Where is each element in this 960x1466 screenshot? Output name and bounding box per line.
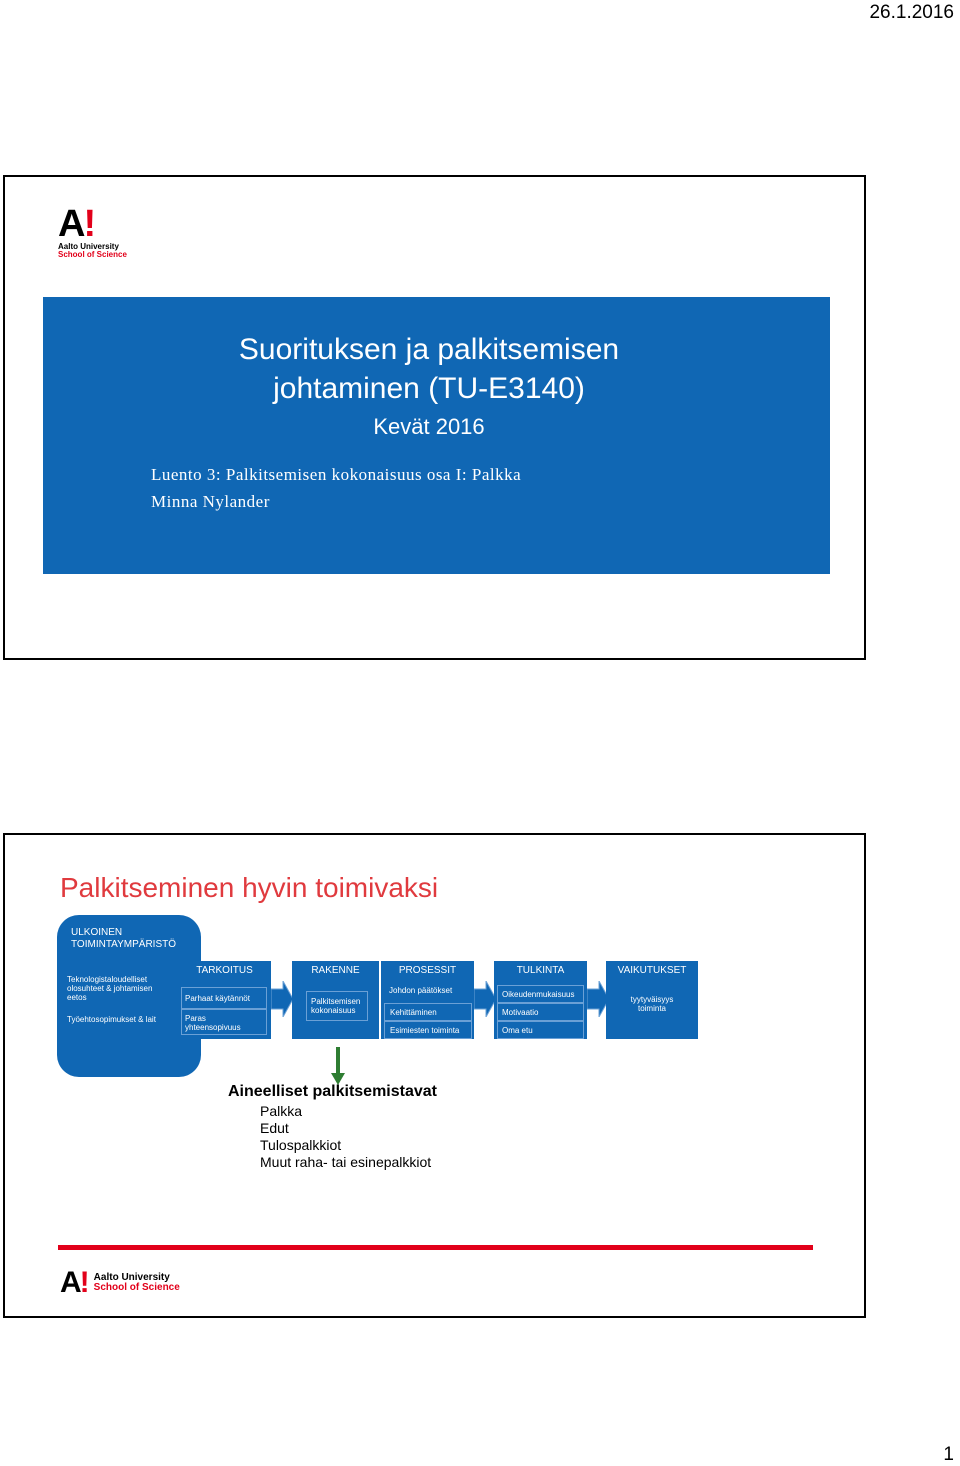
column-item: Johdon päätökset xyxy=(389,986,453,995)
column-tarkoitus xyxy=(178,961,271,1039)
column-header: RAKENNE xyxy=(311,965,360,976)
title-panel xyxy=(43,297,830,574)
down-arrow-icon xyxy=(331,1047,345,1085)
lecturer-name: Minna Nylander xyxy=(151,492,270,511)
column-item: Parhaat käytännöt xyxy=(185,994,250,1003)
print-date: 26.1.2016 xyxy=(869,2,954,23)
aalto-logo-mark: A! xyxy=(60,1266,88,1299)
environment-heading-line1: ULKOINEN xyxy=(71,927,123,938)
aalto-logo xyxy=(58,205,127,260)
page-number: 1 xyxy=(943,1444,954,1465)
environment-item-agreements: Työehtosopimukset & lait xyxy=(67,1015,156,1024)
material-reward-item: Palkka xyxy=(260,1103,303,1119)
column-header: PROSESSIT xyxy=(398,965,457,976)
material-reward-item: Edut xyxy=(260,1120,289,1136)
course-title-line2: johtaminen (TU-E3140) xyxy=(273,372,585,405)
course-title-line1: Suorituksen ja palkitsemisen xyxy=(238,333,620,366)
column-rakenne xyxy=(292,961,379,1039)
flow-arrow-icon xyxy=(271,981,293,1017)
column-prosessit xyxy=(381,961,474,1039)
column-item: Esimiesten toiminta xyxy=(390,1026,460,1035)
material-rewards-title: Aineelliset palkitsemistavat xyxy=(228,1083,437,1100)
course-term: Kevät 2016 xyxy=(373,414,485,439)
aalto-logo-line2: School of Science xyxy=(93,1282,180,1293)
column-header: VAIKUTUKSET xyxy=(617,965,687,976)
slide-title: Palkitseminen hyvin toimivaksi xyxy=(60,872,439,903)
footer-divider xyxy=(58,1245,813,1250)
aalto-logo-line1: Aalto University xyxy=(93,1271,170,1283)
aalto-logo-footer xyxy=(60,1268,180,1298)
column-item: tyytyväisyys toiminta xyxy=(630,995,674,1014)
environment-item-technology: Teknologistaloudelliset olosuhteet & johtamisen eetos xyxy=(67,975,153,1003)
column-header: TARKOITUS xyxy=(196,965,253,976)
material-reward-item: Muut raha- tai esinepalkkiot xyxy=(260,1154,432,1170)
slide-title xyxy=(3,175,866,660)
column-item: Palkitsemisen kokonaisuus xyxy=(311,997,361,1016)
column-item: Motivaatio xyxy=(502,1008,539,1017)
column-header: TULKINTA xyxy=(516,965,565,976)
column-item: Paras yhteensopivuus xyxy=(185,1014,241,1033)
column-item: Oma etu xyxy=(502,1026,533,1035)
slide-rewarding xyxy=(3,833,866,1318)
aalto-logo-mark: A! xyxy=(58,203,95,245)
aalto-logo-line1: Aalto University xyxy=(58,242,119,251)
material-reward-item: Tulospalkkiot xyxy=(260,1137,342,1153)
aalto-logo-line2: School of Science xyxy=(58,250,127,260)
column-vaikutukset xyxy=(606,961,698,1039)
environment-heading-line2: TOIMINTAYMPÄRISTÖ xyxy=(71,939,177,950)
column-item: Oikeudenmukaisuus xyxy=(502,990,575,999)
column-item: Kehittäminen xyxy=(390,1008,437,1017)
flow-arrow-icon xyxy=(474,981,496,1017)
column-tulkinta xyxy=(494,961,587,1039)
lecture-title: Luento 3: Palkitsemisen kokonaisuus osa I: Palkka xyxy=(151,465,522,484)
